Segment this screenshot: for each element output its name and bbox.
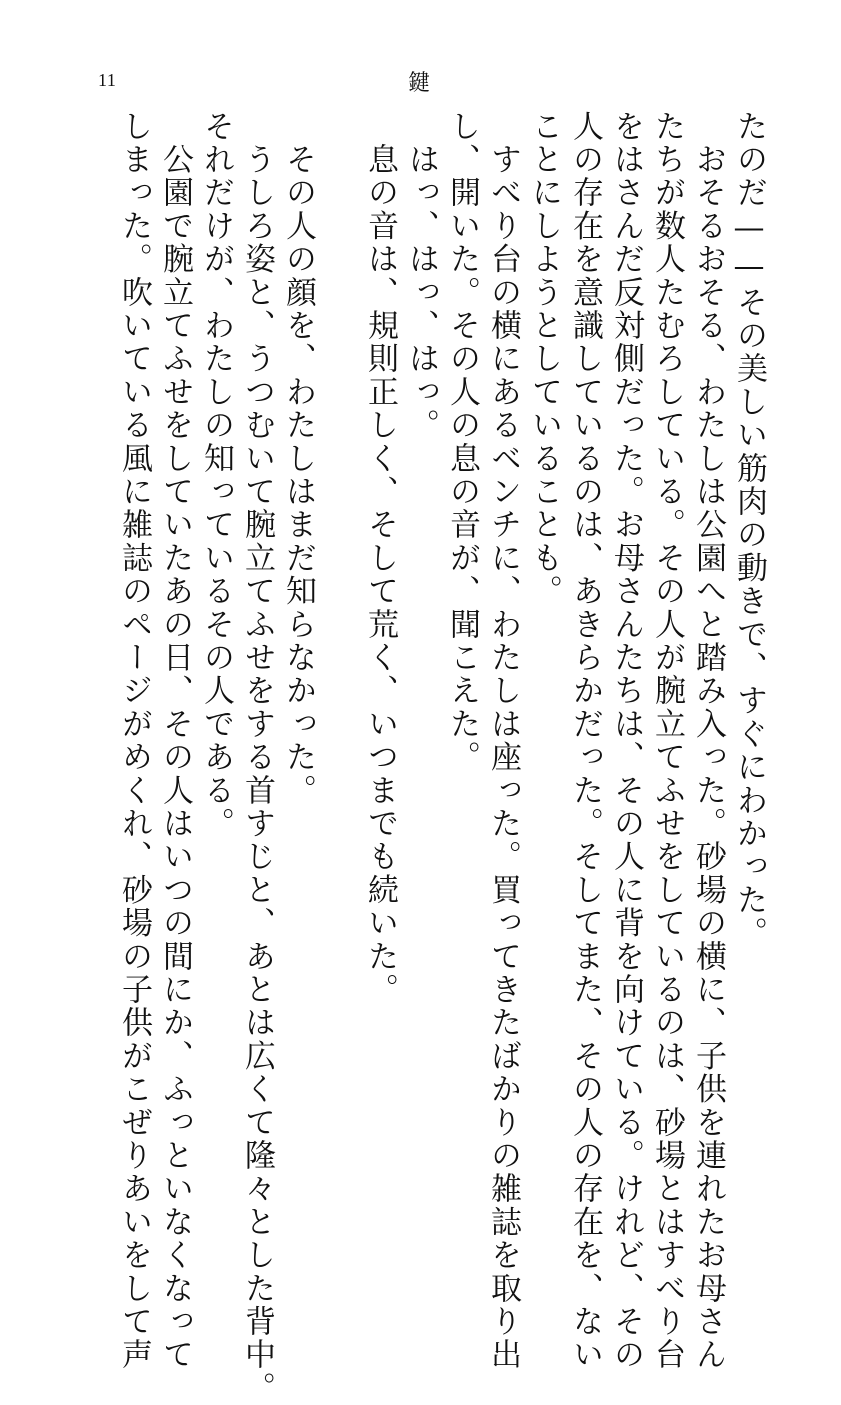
body-text [113,110,769,1405]
page-number: 11 [98,70,117,90]
text-line: 人の存在を意識しているのは、あきらかだった。そしてまた、その人の存在を、ない [567,110,603,1372]
blank-line [318,110,359,1130]
text-line: それだけが、わたしの知っているその人である。 [198,110,234,841]
text-line: たのだ——その美しい筋肉の動きで、すぐにわかった。 [731,110,767,950]
text-line: 息の音は、規則正しく、そして荒く、いつまでも続いた。 [362,110,398,1007]
text-line: その人の顔を、わたしはまだ知らなかった。 [280,110,316,808]
text-line: ことにしようとしていることも。 [526,110,562,608]
text-line: たちが数人たむろしている。その人が腕立てふせをしているのは、砂場とはすべり台 [649,110,685,1372]
running-head: 鍵 [408,71,431,96]
text-line: はっ、はっ、はっ。 [403,110,439,442]
text-line: すべり台の横にあるベンチに、わたしは座った。買ってきたばかりの雑誌を取り出 [485,110,521,1372]
text-line: うしろ姿と、うつむいて腕立てふせをする首すじと、あとは広くて隆々とした背中。 [239,110,275,1405]
text-line: し、開いた。その人の息の音が、聞こえた。 [444,110,480,774]
text-line: をはさんだ反対側だった。お母さんたちは、その人に背を向けている。けれど、その [608,110,644,1372]
text-line: おそるおそる、わたしは公園へと踏み入った。砂場の横に、子供を連れたお母さん [690,110,726,1372]
text-line: 公園で腕立てふせをしていたあの日、その人はいつの間にか、ふっといなくなって [157,110,193,1372]
text-line: しまった。吹いている風に雑誌のページがめくれ、砂場の子供がこぜりあいをして声 [116,110,152,1372]
